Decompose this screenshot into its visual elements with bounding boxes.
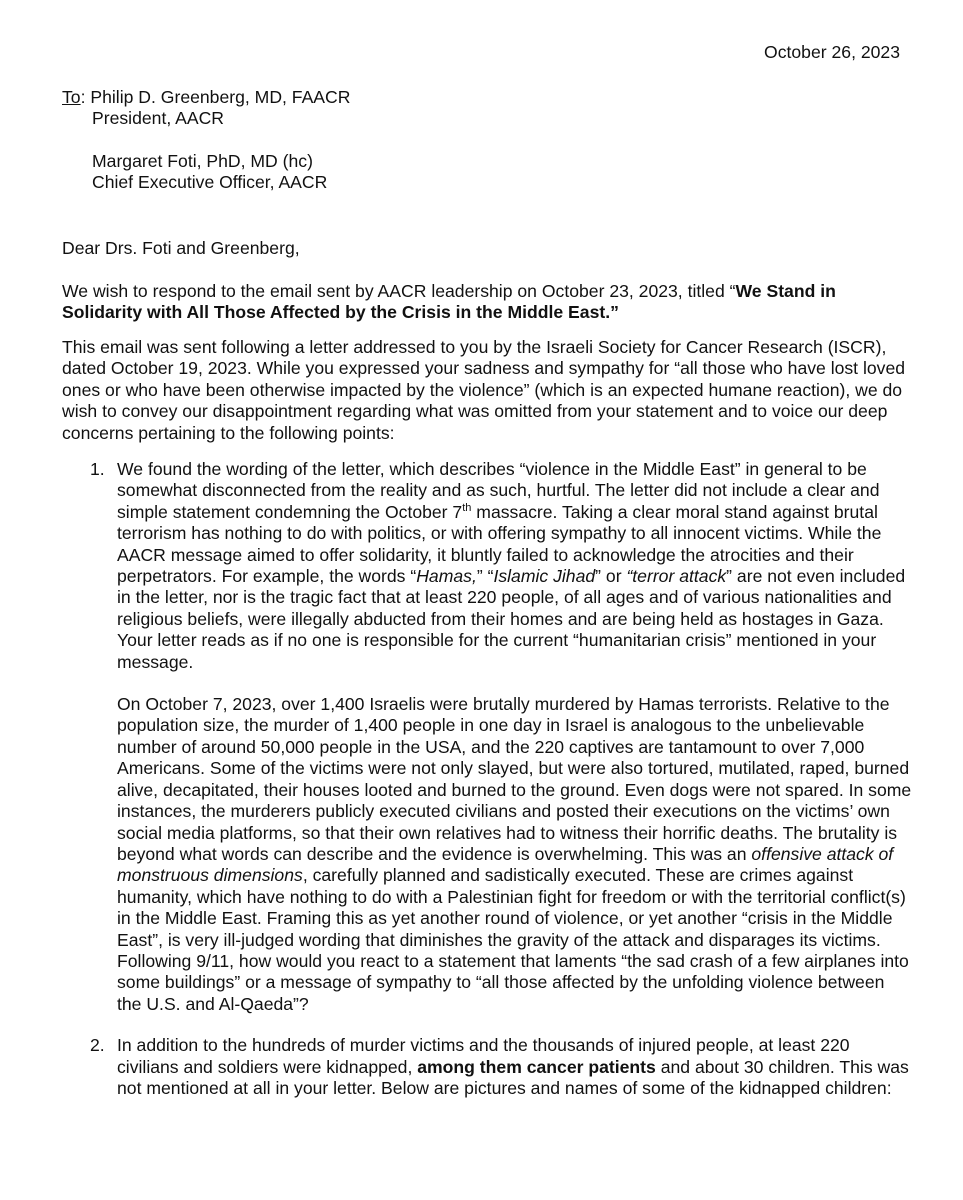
point-1-number: 1.: [90, 459, 105, 479]
point-2-text-b: and about 30 children. This was not mentioned at all in your letter. Below are pictures and names of some of the kidnapped children:: [117, 1056, 909, 1098]
subparagraph-emphasis: offensive attack of monstruous dimensions: [117, 843, 894, 886]
recipient-line-1: To: Philip D. Greenberg, MD, FAACR: [62, 87, 351, 107]
point-2-paragraph: [117, 1035, 912, 1099]
point-1-paragraph: [117, 459, 912, 673]
subparagraph-text-b: , carefully planned and sadistically executed. These are crimes against humanity, which have nothing to do with a Palestinian fight for freedom or with the territorial conflict(s) in the Middle East. Framing this as yet another round of violence, or yet another “crisis in the Middle East”, is very ill-judged wording that diminishes the gravity of the attack and disparages its victims. Following 9/11, how would you react to a statement that laments “the sad crash of a few airplanes into some buildings” or a message of sympathy to “all those affected by the unfolding violence between the U.S. and Al-Qaeda”?: [117, 865, 909, 1014]
point-2-emphasis: among them cancer patients: [417, 1056, 656, 1077]
point-2-number: 2.: [90, 1035, 105, 1056]
point-1-subparagraph: [117, 694, 912, 1015]
recipient-2-name: Margaret Foti, PhD, MD (hc): [92, 151, 313, 171]
to-label: To: [62, 87, 81, 107]
term-terror-attack: “terror attack: [626, 566, 727, 587]
point-1-text-b: massacre. Taking a clear moral stand against brutal terrorism has nothing to do with politics, or with offering sympathy to all innocent victims. While the AACR message aimed to offer solidarity, it bluntly failed to acknowledge the atrocities and their perpetrators. For example, the words “: [117, 501, 882, 587]
recipient-block-2: [92, 151, 327, 194]
point-2-text-a: In addition to the hundreds of murder victims and the thousands of injured people, at least 220 civilians and soldiers were kidnapped,: [117, 1035, 850, 1077]
intro-paragraph: [62, 281, 912, 324]
email-title: We Stand in Solidarity with All Those Affected by the Crisis in the Middle East.”: [62, 281, 836, 323]
recipient-block-1: [62, 87, 350, 130]
salutation: Dear Drs. Foti and Greenberg,: [62, 238, 300, 258]
point-2: [62, 1035, 912, 1099]
point-1-text-e: ” are not even included in the letter, nor is the tragic fact that at least 220 people, of all ages and of various nationalities and religious beliefs, were illegally abducted from their homes and are being held as hostages in Gaza. Your letter reads as if no one is responsible for the current “humanitarian crisis” mentioned in your message.: [117, 566, 906, 672]
ordinal-suffix: th: [462, 501, 472, 514]
point-1: [62, 459, 912, 1015]
point-1-text-d: ” or: [595, 566, 627, 587]
point-1-text-a: We found the wording of the letter, which describes “violence in the Middle East” in general to be somewhat disconnected from the reality and as such, hurtful. The letter did not include a clear and simple statement condemning the October 7: [117, 459, 880, 522]
letter-date: October 26, 2023: [764, 42, 900, 62]
context-paragraph: This email was sent following a letter addressed to you by the Israeli Society for Cancer Research (ISCR), dated October 19, 2023. While you expressed your sadness and sympathy for “all those who have lost loved ones or who have been otherwise impacted by the violence” (which is an expected humane reaction), we do wish to convey our disappointment regarding what was omitted from your statement and to voice our deep concerns pertaining to the following points:: [62, 337, 906, 443]
point-1-text-c: ” “: [476, 566, 494, 587]
intro-text: We wish to respond to the email sent by AACR leadership on October 23, 2023, titled “: [62, 281, 736, 301]
term-hamas: Hamas,: [416, 566, 477, 587]
recipient-2-title: Chief Executive Officer, AACR: [92, 172, 328, 193]
subparagraph-text-a: On October 7, 2023, over 1,400 Israelis were brutally murdered by Hamas terrorists. Relative to the population size, the murder of 1,400 people in one day in Israel is analogous to the unbelievable number of around 50,000 people in the USA, and the 220 captives are tantamount to over 7,000 Americans. Some of the victims were not only slayed, but were also tortured, mutilated, raped, burned alive, decapitated, their houses looted and burned to the ground. Even dogs were not spared. In some instances, the murderers publicly executed civilians and posted their executions on the victims’ own social media platforms, so that their own relatives had to witness their horrific deaths. The brutality is beyond what words can describe and the evidence is overwhelming. This was an: [117, 694, 912, 864]
recipient-1-title: President, AACR: [92, 108, 225, 129]
recipient-1-name: Philip D. Greenberg, MD, FAACR: [90, 87, 351, 107]
points-list: [62, 459, 912, 1099]
term-islamic-jihad: Islamic Jihad: [493, 566, 596, 587]
